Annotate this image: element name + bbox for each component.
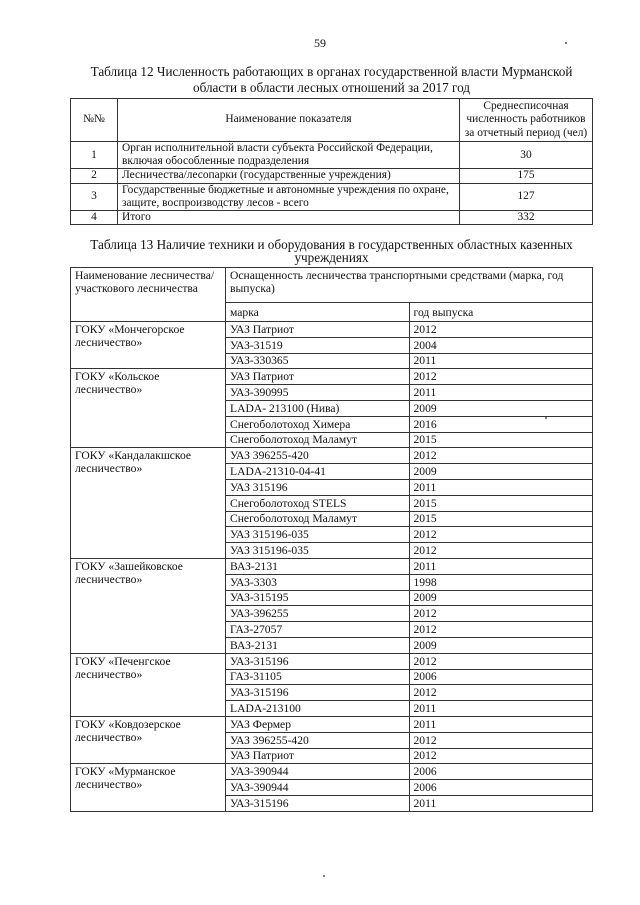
header-year: год выпуска xyxy=(409,303,593,322)
table-12-staff-count xyxy=(70,98,593,225)
vehicle-year: 2006 xyxy=(409,780,593,796)
vehicle-year: 2006 xyxy=(409,764,593,780)
vehicle-brand: УАЗ-315196 xyxy=(226,685,410,701)
row-value: 30 xyxy=(460,142,593,169)
table-12-caption: Таблица 12 Численность работающих в органах государственной власти Мурманской области в области лесных отношений за 2017 год xyxy=(90,64,573,95)
header-num: №№ xyxy=(71,99,118,142)
forestry-name: ГОКУ «Кандалакшское лесничество» xyxy=(71,448,226,559)
vehicle-brand: Снегоболотоход STELS xyxy=(226,495,410,511)
vehicle-brand: ГАЗ-31105 xyxy=(226,669,410,685)
page-number: 59 xyxy=(314,36,326,50)
scan-speck xyxy=(545,417,547,419)
vehicle-brand: УАЗ-390944 xyxy=(226,764,410,780)
vehicle-brand: LADA- 213100 (Нива) xyxy=(226,400,410,416)
forestry-name: ГОКУ «Печенгское лесничество» xyxy=(71,653,226,716)
vehicle-year: 2004 xyxy=(409,337,593,353)
table-row xyxy=(71,764,593,780)
vehicle-year: 2012 xyxy=(409,322,593,338)
row-num: 4 xyxy=(71,211,118,225)
vehicle-year: 2016 xyxy=(409,416,593,432)
table-header-row xyxy=(71,99,593,142)
header-brand: марка xyxy=(226,303,410,322)
row-value: 175 xyxy=(460,169,593,183)
forestry-name: ГОКУ «Зашейковское лесничество» xyxy=(71,558,226,653)
table-row xyxy=(71,183,593,210)
vehicle-year: 2012 xyxy=(409,543,593,559)
vehicle-brand: УАЗ-315196 xyxy=(226,795,410,811)
vehicle-brand: Снегоболотоход Химера xyxy=(226,416,410,432)
vehicle-year: 2011 xyxy=(409,479,593,495)
vehicle-year: 2011 xyxy=(409,716,593,732)
table-row xyxy=(71,716,593,732)
vehicle-year: 2006 xyxy=(409,669,593,685)
forestry-name: ГОКУ «Мурманское лесничество» xyxy=(71,764,226,811)
scan-speck xyxy=(323,875,325,877)
table-row xyxy=(71,169,593,183)
vehicle-year: 2012 xyxy=(409,685,593,701)
vehicle-year: 2009 xyxy=(409,400,593,416)
scan-speck xyxy=(565,42,567,44)
vehicle-brand: УАЗ-315196 xyxy=(226,653,410,669)
vehicle-year: 2011 xyxy=(409,558,593,574)
vehicle-year: 2012 xyxy=(409,448,593,464)
vehicle-brand: Снегоболотоход Маламут xyxy=(226,511,410,527)
vehicle-brand: УАЗ-396255 xyxy=(226,606,410,622)
header-equipment: Оснащенность лесничества транспортными средствами (марка, год выпуска) xyxy=(226,268,593,303)
vehicle-year: 2015 xyxy=(409,511,593,527)
header-forestry-name: Наименование лесничества/участкового лесничества xyxy=(71,268,226,322)
vehicle-brand: ВАЗ-2131 xyxy=(226,558,410,574)
header-indicator-name: Наименование показателя xyxy=(118,99,460,142)
vehicle-year: 2011 xyxy=(409,385,593,401)
vehicle-year: 2012 xyxy=(409,732,593,748)
vehicle-brand: УАЗ-390944 xyxy=(226,780,410,796)
vehicle-year: 2012 xyxy=(409,622,593,638)
vehicle-brand: УАЗ Патриот xyxy=(226,322,410,338)
table-row xyxy=(71,448,593,464)
vehicle-brand: ВАЗ-2131 xyxy=(226,637,410,653)
forestry-name: ГОКУ «Ковдозерское лесничество» xyxy=(71,716,226,763)
vehicle-brand: УАЗ Патриот xyxy=(226,369,410,385)
table-row-total xyxy=(71,211,593,225)
row-value: 127 xyxy=(460,183,593,210)
forestry-name: ГОКУ «Кольское лесничество» xyxy=(71,369,226,448)
vehicle-year: 2011 xyxy=(409,353,593,369)
row-name: Орган исполнительной власти субъекта Российской Федерации, включая обособленные подразделения xyxy=(118,142,460,169)
vehicle-brand: УАЗ 396255-420 xyxy=(226,732,410,748)
vehicle-year: 2012 xyxy=(409,369,593,385)
vehicle-year: 2011 xyxy=(409,701,593,717)
vehicle-year: 2012 xyxy=(409,653,593,669)
vehicle-year: 2012 xyxy=(409,606,593,622)
row-name: Итого xyxy=(118,211,460,225)
row-num: 2 xyxy=(71,169,118,183)
vehicle-brand: ГАЗ-27057 xyxy=(226,622,410,638)
table-13-equipment xyxy=(70,267,593,812)
vehicle-year: 2009 xyxy=(409,637,593,653)
vehicle-brand: УАЗ 396255-420 xyxy=(226,448,410,464)
vehicle-year: 2009 xyxy=(409,590,593,606)
vehicle-brand: УАЗ-315195 xyxy=(226,590,410,606)
row-value: 332 xyxy=(460,211,593,225)
row-name: Лесничества/лесопарки (государственные учреждения) xyxy=(118,169,460,183)
vehicle-brand: УАЗ Фермер xyxy=(226,716,410,732)
row-name: Государственные бюджетные и автономные учреждения по охране, защите, воспроизводству лесов - всего xyxy=(118,183,460,210)
vehicle-brand: УАЗ 315196-035 xyxy=(226,543,410,559)
table-row xyxy=(71,369,593,385)
table-row xyxy=(71,558,593,574)
vehicle-year: 1998 xyxy=(409,574,593,590)
vehicle-brand: УАЗ 315196 xyxy=(226,479,410,495)
table-13-caption: Таблица 13 Наличие техники и оборудования в государственных областных казенных учреждениях xyxy=(90,237,573,265)
forestry-name: ГОКУ «Мончегорское лесничество» xyxy=(71,322,226,369)
vehicle-brand: Снегоболотоход Маламут xyxy=(226,432,410,448)
row-num: 1 xyxy=(71,142,118,169)
vehicle-brand: LADA-213100 xyxy=(226,701,410,717)
vehicle-year: 2012 xyxy=(409,527,593,543)
vehicle-brand: УАЗ-31519 xyxy=(226,337,410,353)
vehicle-year: 2015 xyxy=(409,432,593,448)
vehicle-year: 2015 xyxy=(409,495,593,511)
vehicle-brand: УАЗ-330365 xyxy=(226,353,410,369)
table-row xyxy=(71,322,593,338)
vehicle-brand: УАЗ Патриот xyxy=(226,748,410,764)
header-avg-headcount: Среднесписочная численность работников за отчетный период (чел) xyxy=(460,99,593,142)
vehicle-brand: LADA-21310-04-41 xyxy=(226,464,410,480)
table-header-row xyxy=(71,268,593,303)
vehicle-year: 2011 xyxy=(409,795,593,811)
row-num: 3 xyxy=(71,183,118,210)
vehicle-year: 2012 xyxy=(409,748,593,764)
vehicle-brand: УАЗ-3303 xyxy=(226,574,410,590)
table-row xyxy=(71,142,593,169)
vehicle-brand: УАЗ-390995 xyxy=(226,385,410,401)
vehicle-year: 2009 xyxy=(409,464,593,480)
table-row xyxy=(71,653,593,669)
vehicle-brand: УАЗ 315196-035 xyxy=(226,527,410,543)
